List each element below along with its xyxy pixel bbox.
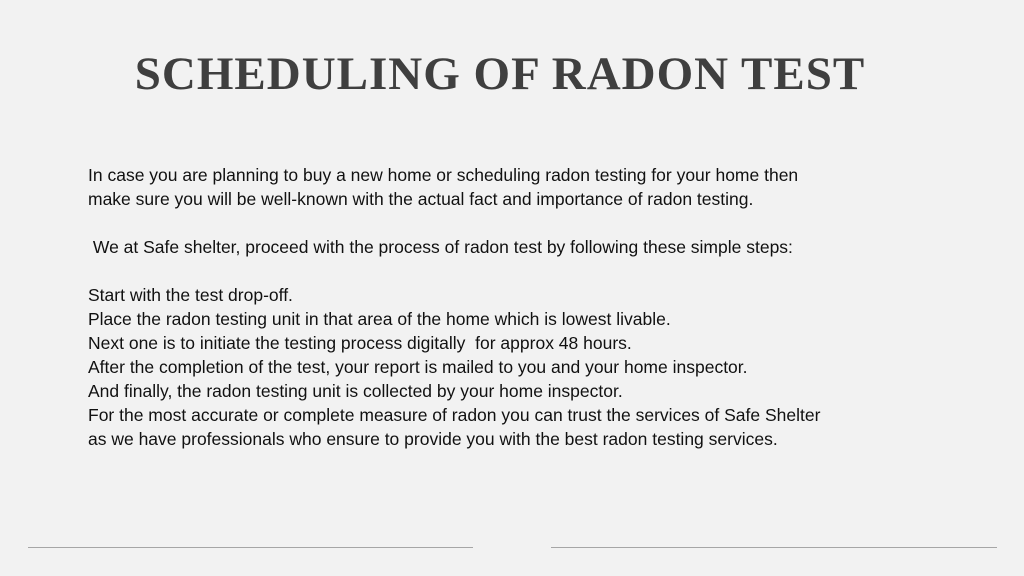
- footer-divider-left: [28, 547, 473, 548]
- footer-divider-right: [551, 547, 997, 548]
- step-line: Next one is to initiate the testing process digitally for approx 48 hours.: [88, 333, 632, 353]
- lead-in-line: We at Safe shelter, proceed with the process of radon test by following these simple steps:: [88, 237, 793, 257]
- closing-line: For the most accurate or complete measure of radon you can trust the services of Safe Shelter: [88, 405, 821, 425]
- closing-line: as we have professionals who ensure to provide you with the best radon testing services.: [88, 429, 778, 449]
- intro-line: In case you are planning to buy a new home or scheduling radon testing for your home then: [88, 165, 799, 185]
- slide-title: SCHEDULING OF RADON TEST: [134, 48, 866, 100]
- step-line: And finally, the radon testing unit is collected by your home inspector.: [88, 381, 623, 401]
- intro-line: make sure you will be well-known with the actual fact and importance of radon testing.: [88, 189, 754, 209]
- step-line: Start with the test drop-off.: [88, 285, 293, 305]
- step-line: After the completion of the test, your report is mailed to you and your home inspector.: [88, 357, 748, 377]
- paragraph-gap: [88, 211, 988, 235]
- paragraph-gap: [88, 259, 988, 283]
- slide-body: [88, 163, 988, 451]
- step-line: Place the radon testing unit in that area of the home which is lowest livable.: [88, 309, 671, 329]
